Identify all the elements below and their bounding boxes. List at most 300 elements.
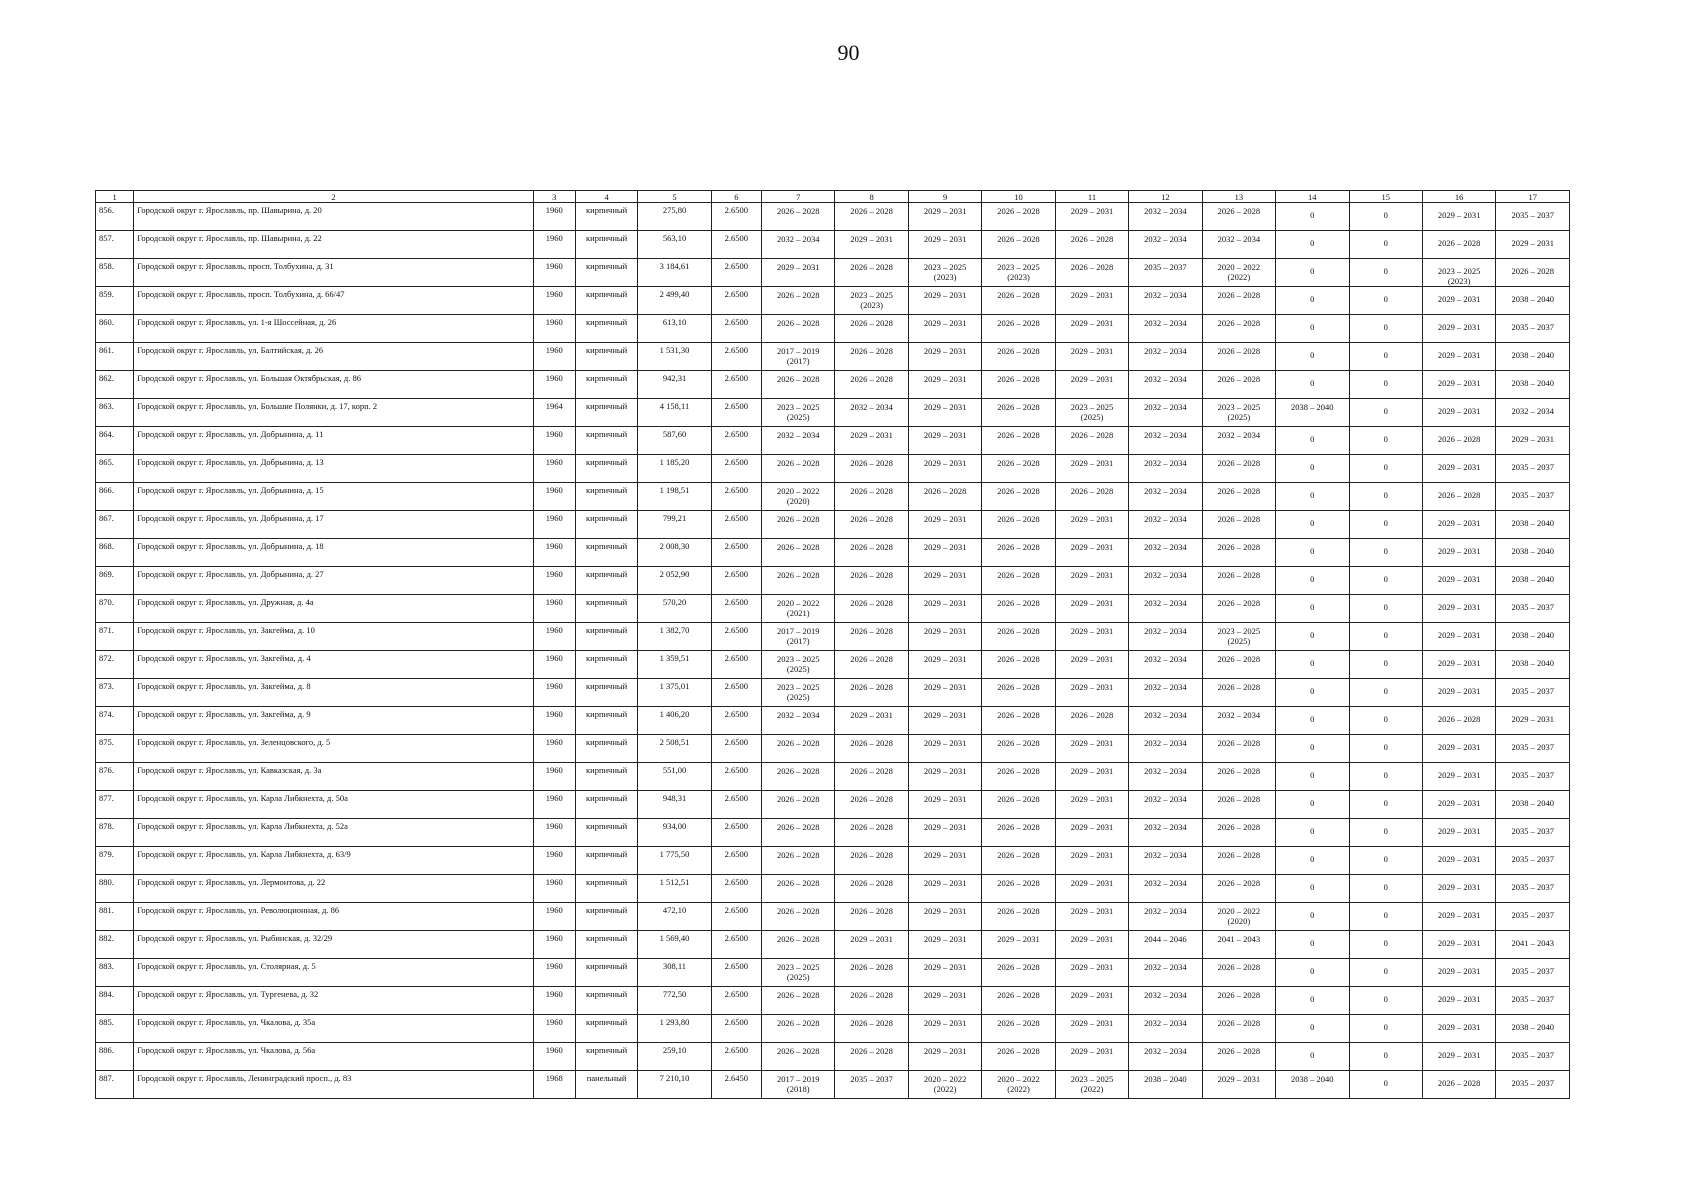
material-cell: кирпичный [575,399,637,427]
period-range: 2026 – 2028 [850,794,893,804]
period-cell-col-8 [835,287,908,315]
year-cell: 1960 [533,679,575,707]
period-cell-col-13 [1202,343,1275,371]
period-range: 2032 – 2034 [1144,486,1187,496]
coefficient-cell: 2.6500 [711,203,761,231]
period-cell-col-14 [1276,1043,1349,1071]
period-range: 2023 – 2025 [1437,266,1481,276]
period-cell-col-7 [762,847,835,875]
period-range: 2026 – 2028 [776,794,820,804]
period-range: 2032 – 2034 [1144,430,1187,440]
period-range: 0 [1310,854,1315,864]
period-cell-col-13 [1202,1071,1275,1099]
coefficient-cell: 2.6500 [711,259,761,287]
coefficient-cell: 2.6500 [711,455,761,483]
row-number-cell: 866. [96,483,134,511]
coefficient-cell: 2.6500 [711,231,761,259]
period-cell-col-8 [835,1015,908,1043]
period-range: 2026 – 2028 [776,570,820,580]
period-range: 2029 – 2031 [1070,458,1114,468]
period-cell-col-13 [1202,763,1275,791]
period-cell-col-14 [1276,399,1349,427]
period-cell-col-16 [1422,847,1495,875]
period-range: 0 [1310,210,1315,220]
row-number-cell: 859. [96,287,134,315]
period-cell-col-12 [1129,707,1202,735]
period-range: 2029 – 2031 [923,794,967,804]
period-range: 2026 – 2028 [997,458,1040,468]
period-cell-col-14 [1276,259,1349,287]
period-cell-col-13 [1202,987,1275,1015]
period-range: 2041 – 2043 [1511,938,1554,948]
row-number-cell: 856. [96,203,134,231]
material-cell: кирпичный [575,427,637,455]
period-range: 2026 – 2028 [776,374,820,384]
period-cell-col-10 [982,791,1055,819]
period-range: 2026 – 2028 [1217,542,1261,552]
period-cell-col-10 [982,875,1055,903]
coefficient-cell: 2.6500 [711,371,761,399]
period-cell-col-14 [1276,735,1349,763]
period-range: 2026 – 2028 [1217,990,1261,1000]
period-range: 2038 – 2040 [1511,546,1554,556]
period-cell-col-11 [1055,203,1128,231]
row-number-cell: 867. [96,511,134,539]
period-cell-col-12 [1129,287,1202,315]
table-row [96,791,1570,819]
period-cell-col-9 [908,231,981,259]
period-range: 2026 – 2028 [1070,430,1114,440]
period-range: 2029 – 2031 [923,430,967,440]
period-range: 2026 – 2028 [850,458,893,468]
period-cell-col-7 [762,1071,835,1099]
period-year: (2023) [860,300,883,310]
period-cell-col-8 [835,707,908,735]
period-range: 2026 – 2028 [850,374,893,384]
period-range: 0 [1383,1022,1388,1032]
period-cell-col-16 [1422,791,1495,819]
period-cell-col-15 [1349,483,1422,511]
period-cell-col-7 [762,735,835,763]
table-row [96,1071,1570,1099]
coefficient-cell: 2.6500 [711,539,761,567]
period-cell-col-15 [1349,875,1422,903]
period-cell-col-9 [908,875,981,903]
period-cell-col-14 [1276,623,1349,651]
period-range: 2026 – 2028 [850,654,893,664]
period-cell-col-8 [835,483,908,511]
period-range: 0 [1310,378,1315,388]
period-range: 2029 – 2031 [1070,654,1114,664]
period-cell-col-10 [982,903,1055,931]
period-range: 2026 – 2028 [923,486,967,496]
address-cell: Городской округ г. Ярославль, ул. Дружная, д. 4а [134,595,533,623]
period-range: 2026 – 2028 [997,850,1040,860]
period-range: 2026 – 2028 [776,738,820,748]
address-cell: Городской округ г. Ярославль, ул. Закгейма, д. 4 [134,651,533,679]
period-cell-col-12 [1129,931,1202,959]
period-cell-col-7 [762,791,835,819]
year-cell: 1960 [533,623,575,651]
period-range: 2029 – 2031 [1217,1074,1261,1084]
period-cell-col-17 [1496,455,1570,483]
column-header: 14 [1276,191,1349,203]
address-cell: Городской округ г. Ярославль, ул. Кавказская, д. 3а [134,763,533,791]
period-cell-col-15 [1349,679,1422,707]
row-number-cell: 887. [96,1071,134,1099]
period-range: 2026 – 2028 [776,906,820,916]
period-year: (2022) [933,1084,957,1094]
period-cell-col-13 [1202,959,1275,987]
period-range: 0 [1310,238,1315,248]
period-cell-col-9 [908,735,981,763]
period-cell-col-14 [1276,231,1349,259]
address-cell: Городской округ г. Ярославль, ул. Рыбинская, д. 32/29 [134,931,533,959]
period-range: 2026 – 2028 [1437,490,1481,500]
period-range: 2026 – 2028 [1511,266,1554,276]
period-cell-col-15 [1349,847,1422,875]
period-range: 2029 – 2031 [1070,990,1114,1000]
period-range: 2026 – 2028 [850,822,893,832]
period-range: 2026 – 2028 [850,766,893,776]
period-range: 2029 – 2031 [923,990,967,1000]
period-range: 2044 – 2046 [1144,934,1187,944]
period-cell-col-13 [1202,875,1275,903]
period-range: 2032 – 2034 [1144,794,1187,804]
period-cell-col-17 [1496,595,1570,623]
period-cell-col-15 [1349,287,1422,315]
period-cell-col-12 [1129,735,1202,763]
year-cell: 1960 [533,903,575,931]
coefficient-cell: 2.6500 [711,847,761,875]
table-row [96,623,1570,651]
period-range: 2029 – 2031 [997,934,1040,944]
period-range: 0 [1383,826,1388,836]
period-range: 2026 – 2028 [997,878,1040,888]
period-cell-col-14 [1276,791,1349,819]
period-range: 2026 – 2028 [850,318,893,328]
address-cell: Городской округ г. Ярославль, ул. Закгейма, д. 9 [134,707,533,735]
period-cell-col-9 [908,1015,981,1043]
period-range: 0 [1310,266,1315,276]
period-cell-col-9 [908,259,981,287]
address-cell: Городской округ г. Ярославль, ул. Карла Либкнехта, д. 50а [134,791,533,819]
period-range: 2023 – 2025 [776,962,820,972]
column-header: 15 [1349,191,1422,203]
period-cell-col-15 [1349,511,1422,539]
period-range: 2026 – 2028 [997,486,1040,496]
period-cell-col-10 [982,651,1055,679]
period-range: 2020 – 2022 [997,1074,1040,1084]
period-cell-col-10 [982,455,1055,483]
table-row [96,511,1570,539]
period-cell-col-8 [835,399,908,427]
period-cell-col-14 [1276,987,1349,1015]
period-cell-col-12 [1129,455,1202,483]
period-cell-col-14 [1276,511,1349,539]
period-range: 2029 – 2031 [1070,682,1114,692]
period-range: 2026 – 2028 [1217,794,1261,804]
material-cell: кирпичный [575,315,637,343]
period-range: 2026 – 2028 [997,598,1040,608]
row-number-cell: 875. [96,735,134,763]
period-range: 0 [1310,798,1315,808]
period-range: 2026 – 2028 [776,206,820,216]
area-cell: 1 198,51 [638,483,711,511]
period-range: 2026 – 2028 [997,906,1040,916]
material-cell: кирпичный [575,959,637,987]
coefficient-cell: 2.6500 [711,987,761,1015]
period-year: (2023) [1007,272,1030,282]
period-cell-col-8 [835,679,908,707]
material-cell: кирпичный [575,483,637,511]
period-year: (2017) [786,356,810,366]
period-cell-col-17 [1496,847,1570,875]
period-cell-col-7 [762,371,835,399]
period-cell-col-16 [1422,903,1495,931]
period-year: (2021) [786,608,810,618]
period-range: 2026 – 2028 [850,906,893,916]
period-cell-col-16 [1422,959,1495,987]
table-row [96,987,1570,1015]
period-range: 2020 – 2022 [1217,262,1261,272]
period-range: 0 [1383,238,1388,248]
period-range: 0 [1383,266,1388,276]
address-cell: Городской округ г. Ярославль, ул. Лермонтова, д. 22 [134,875,533,903]
period-range: 2026 – 2028 [1217,486,1261,496]
period-range: 2038 – 2040 [1511,350,1554,360]
period-cell-col-17 [1496,791,1570,819]
period-cell-col-16 [1422,707,1495,735]
period-cell-col-12 [1129,343,1202,371]
period-range: 2026 – 2028 [1217,1018,1261,1028]
period-range: 2026 – 2028 [850,1018,893,1028]
period-cell-col-15 [1349,791,1422,819]
period-range: 2038 – 2040 [1511,294,1554,304]
address-cell: Городской округ г. Ярославль, ул. Добрынина, д. 15 [134,483,533,511]
period-cell-col-10 [982,315,1055,343]
period-range: 0 [1310,294,1315,304]
period-range: 2023 – 2025 [923,262,967,272]
period-range: 0 [1383,1078,1388,1088]
period-cell-col-14 [1276,1015,1349,1043]
period-cell-col-11 [1055,1015,1128,1043]
period-range: 2032 – 2034 [776,430,820,440]
area-cell: 799,21 [638,511,711,539]
period-range: 2026 – 2028 [997,990,1040,1000]
period-cell-col-9 [908,707,981,735]
row-number-cell: 877. [96,791,134,819]
area-cell: 948,31 [638,791,711,819]
period-range: 0 [1310,686,1315,696]
table-row [96,343,1570,371]
period-range: 0 [1383,462,1388,472]
period-range: 2026 – 2028 [997,794,1040,804]
coefficient-cell: 2.6500 [711,427,761,455]
period-range: 2029 – 2031 [923,878,967,888]
period-cell-col-13 [1202,819,1275,847]
period-cell-col-12 [1129,315,1202,343]
period-cell-col-14 [1276,931,1349,959]
period-cell-col-16 [1422,623,1495,651]
period-range: 2026 – 2028 [997,654,1040,664]
period-range: 2023 – 2025 [1070,402,1114,412]
period-cell-col-10 [982,1015,1055,1043]
period-range: 2026 – 2028 [1070,486,1114,496]
period-cell-col-11 [1055,735,1128,763]
period-range: 0 [1383,602,1388,612]
address-cell: Городской округ г. Ярославль, ул. Столярная, д. 5 [134,959,533,987]
period-cell-col-13 [1202,847,1275,875]
period-range: 2032 – 2034 [1217,430,1261,440]
period-range: 2026 – 2028 [776,514,820,524]
period-cell-col-10 [982,707,1055,735]
period-cell-col-12 [1129,791,1202,819]
coefficient-cell: 2.6500 [711,875,761,903]
period-range: 2026 – 2028 [850,626,893,636]
period-cell-col-14 [1276,483,1349,511]
area-cell: 563,10 [638,231,711,259]
period-cell-col-7 [762,567,835,595]
period-cell-col-17 [1496,959,1570,987]
period-range: 2032 – 2034 [1144,710,1187,720]
period-cell-col-14 [1276,315,1349,343]
period-cell-col-10 [982,399,1055,427]
address-cell: Городской округ г. Ярославль, ул. Добрынина, д. 18 [134,539,533,567]
row-number-cell: 869. [96,567,134,595]
period-cell-col-14 [1276,203,1349,231]
period-cell-col-9 [908,931,981,959]
material-cell: кирпичный [575,791,637,819]
row-number-cell: 881. [96,903,134,931]
material-cell: кирпичный [575,707,637,735]
period-cell-col-17 [1496,287,1570,315]
period-range: 2029 – 2031 [923,598,967,608]
address-cell: Городской округ г. Ярославль, Ленинградский просп., д. 83 [134,1071,533,1099]
period-range: 2029 – 2031 [1437,742,1481,752]
period-range: 2026 – 2028 [776,990,820,1000]
period-cell-col-10 [982,987,1055,1015]
address-cell: Городской округ г. Ярославль, ул. Революционная, д. 86 [134,903,533,931]
period-year: (2022) [1080,1084,1104,1094]
period-cell-col-17 [1496,651,1570,679]
period-cell-col-10 [982,203,1055,231]
period-range: 2029 – 2031 [1437,966,1481,976]
period-range: 2026 – 2028 [1437,714,1481,724]
period-cell-col-16 [1422,987,1495,1015]
period-cell-col-7 [762,959,835,987]
period-range: 0 [1383,294,1388,304]
period-range: 2029 – 2031 [923,738,967,748]
material-cell: кирпичный [575,539,637,567]
period-range: 2026 – 2028 [997,290,1040,300]
period-year: (2020) [786,496,810,506]
period-cell-col-14 [1276,707,1349,735]
table-row [96,679,1570,707]
period-range: 0 [1383,406,1388,416]
period-cell-col-8 [835,539,908,567]
period-cell-col-15 [1349,455,1422,483]
period-range: 2026 – 2028 [776,878,820,888]
period-range: 2038 – 2040 [1291,402,1334,412]
period-cell-col-9 [908,819,981,847]
period-cell-col-14 [1276,539,1349,567]
period-range: 2026 – 2028 [850,514,893,524]
period-range: 2026 – 2028 [850,990,893,1000]
area-cell: 1 293,80 [638,1015,711,1043]
row-number-cell: 858. [96,259,134,287]
period-range: 2029 – 2031 [1437,406,1481,416]
period-range: 2023 – 2025 [776,654,820,664]
period-year: (2025) [1227,636,1251,646]
period-cell-col-8 [835,791,908,819]
period-range: 2026 – 2028 [1070,710,1114,720]
period-cell-col-13 [1202,427,1275,455]
period-cell-col-11 [1055,259,1128,287]
period-cell-col-15 [1349,203,1422,231]
area-cell: 942,31 [638,371,711,399]
period-cell-col-8 [835,455,908,483]
column-header: 13 [1202,191,1275,203]
area-cell: 275,80 [638,203,711,231]
period-range: 2029 – 2031 [1070,766,1114,776]
period-cell-col-11 [1055,231,1128,259]
period-range: 2035 – 2037 [1511,742,1554,752]
year-cell: 1960 [533,203,575,231]
period-range: 2032 – 2034 [1144,906,1187,916]
period-cell-col-10 [982,343,1055,371]
period-range: 2029 – 2031 [1070,1046,1114,1056]
table-row [96,483,1570,511]
period-range: 2032 – 2034 [1144,570,1187,580]
period-cell-col-11 [1055,707,1128,735]
period-range: 2032 – 2034 [1217,234,1261,244]
period-range: 2029 – 2031 [850,934,893,944]
period-cell-col-13 [1202,651,1275,679]
period-range: 2026 – 2028 [776,850,820,860]
period-range: 2038 – 2040 [1511,574,1554,584]
table-row [96,315,1570,343]
period-cell-col-7 [762,931,835,959]
material-cell: кирпичный [575,875,637,903]
period-range: 2026 – 2028 [997,570,1040,580]
period-range: 2029 – 2031 [1437,686,1481,696]
row-number-cell: 862. [96,371,134,399]
period-cell-col-9 [908,847,981,875]
period-range: 2026 – 2028 [850,962,893,972]
period-range: 2032 – 2034 [1144,542,1187,552]
row-number-cell: 872. [96,651,134,679]
period-cell-col-17 [1496,231,1570,259]
area-cell: 934,00 [638,819,711,847]
period-range: 2032 – 2034 [1144,374,1187,384]
period-range: 2026 – 2028 [1217,318,1261,328]
address-cell: Городской округ г. Ярославль, просп. Толбухина, д. 66/47 [134,287,533,315]
material-cell: кирпичный [575,231,637,259]
period-range: 0 [1383,574,1388,584]
period-range: 2026 – 2028 [997,738,1040,748]
area-cell: 259,10 [638,1043,711,1071]
period-cell-col-16 [1422,1015,1495,1043]
period-cell-col-7 [762,315,835,343]
year-cell: 1960 [533,763,575,791]
coefficient-cell: 2.6500 [711,959,761,987]
period-cell-col-10 [982,623,1055,651]
period-range: 2029 – 2031 [1070,878,1114,888]
period-range: 2029 – 2031 [1437,602,1481,612]
year-cell: 1960 [533,1043,575,1071]
period-range: 2035 – 2037 [1511,602,1554,612]
